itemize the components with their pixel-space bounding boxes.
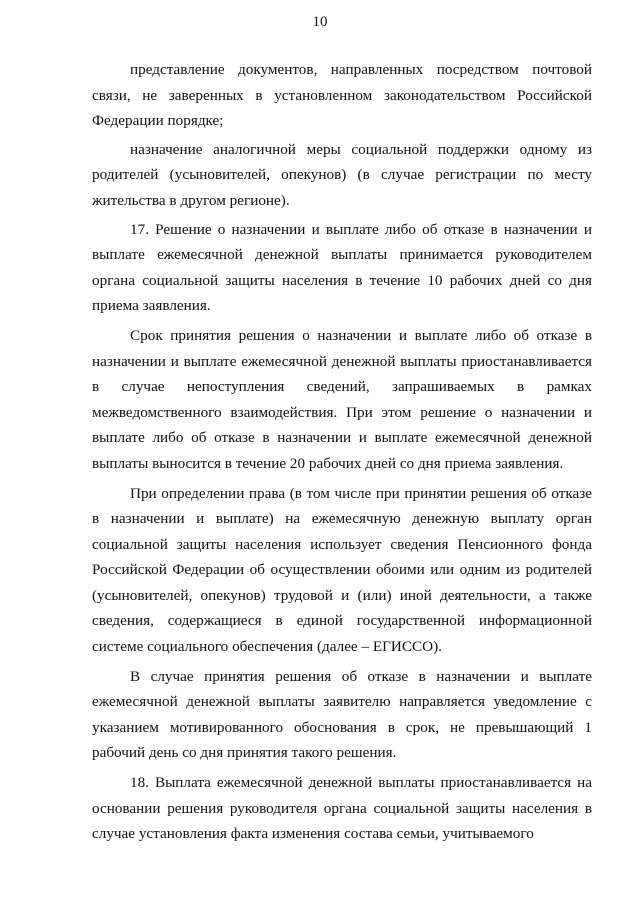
paragraph-determining-right: При определении права (в том числе при принятии решения об отказе в назначении и выплате) на ежемесячную денежную выплату орган социальной защиты населения использует сведения Пенсионного фонда Российской Федерации об осуществлении обоими или одним из родителей (усыновителей, опекунов) трудовой и (или) иной деятельности, а также сведения, содержащиеся в единой государственной информационной системе социального обеспечения (далее – ЕГИССО).: [92, 484, 592, 656]
page-number: 10: [312, 14, 328, 30]
paragraph-refusal-notice: В случае принятия решения об отказе в назначении и выплате ежемесячной денежной выплаты заявителю направляется уведомление с указанием мотивированного обоснования в срок, не превышающий 1 рабочий день со дня принятия такого решения.: [92, 667, 592, 762]
paragraph-18-suspension: 18. Выплата ежемесячной денежной выплаты приостанавливается на основании решения руководителя органа социальной защиты населения в случае установления факта изменения состава семьи, учитываемого: [92, 774, 592, 843]
paragraph-similar-measure: назначение аналогичной меры социальной поддержки одному из родителей (усыновителей, опекунов) (в случае регистрации по месту жительства в другом регионе).: [92, 140, 592, 209]
document-body: [92, 57, 592, 847]
paragraph-decision-deadline: Срок принятия решения о назначении и выплате либо об отказе в назначении и выплате ежемесячной денежной выплаты приостанавливается в случае непоступления сведений, запрашиваемых в рамках межведомственного взаимодействия. При этом решение о назначении и выплате либо об отказе в назначении и выплате ежемесячной денежной выплаты выносится в течение 20 рабочих дней со дня приема заявления.: [92, 326, 592, 472]
paragraph-17-decision: 17. Решение о назначении и выплате либо об отказе в назначении и выплате ежемесячной денежной выплаты принимается руководителем органа социальной защиты населения в течение 10 рабочих дней со дня приема заявления.: [92, 220, 592, 315]
paragraph-documents-by-post: представление документов, направленных посредством почтовой связи, не заверенных в установленном законодательством Российской Федерации порядке;: [92, 61, 592, 130]
